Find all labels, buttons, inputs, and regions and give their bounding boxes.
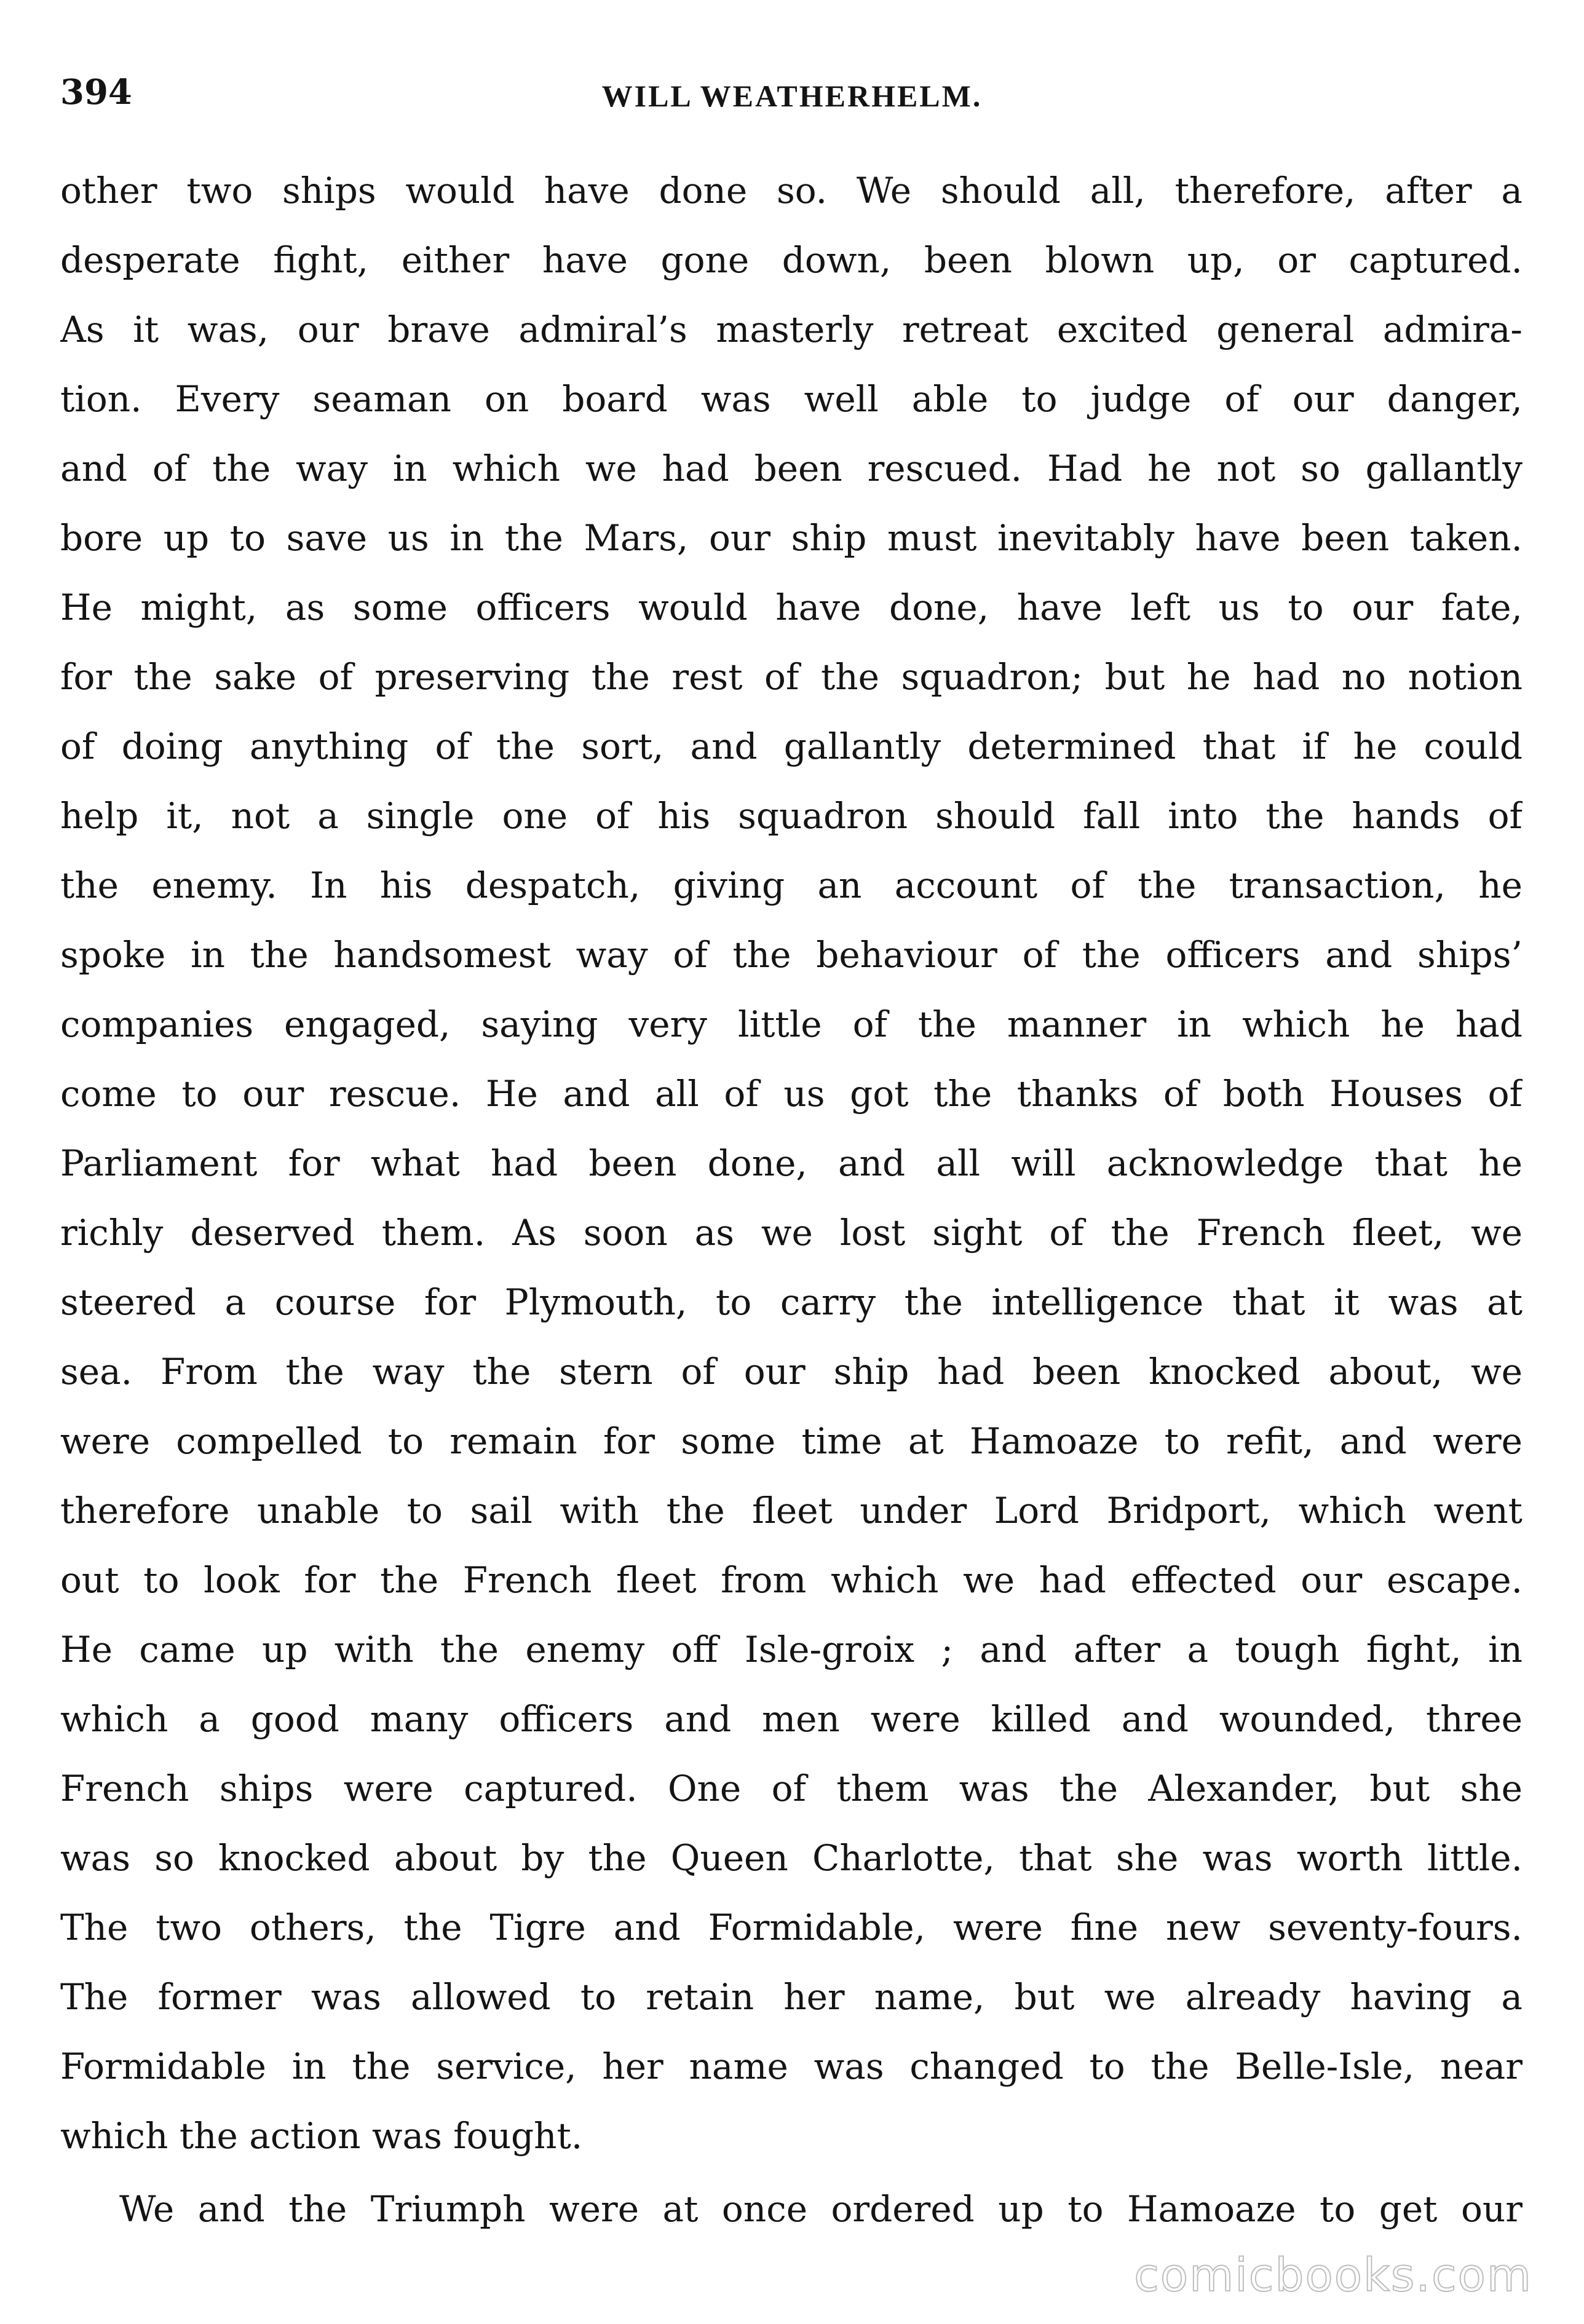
text-line: The two others, the Tigre and Formidable, were fine new seventy-fours. [60, 1907, 1523, 1948]
text-line: companies engaged, saying very little of the manner in which he had [60, 1003, 1523, 1045]
text-line: which the action was fought. [60, 2115, 583, 2157]
text-line: which a good many officers and men were killed and wounded, three [60, 1698, 1523, 1740]
text-line: spoke in the handsomest way of the behaviour of the officers and ships’ [60, 934, 1523, 976]
running-title: WILL WEATHERHELM. [601, 79, 983, 113]
text-line: The former was allowed to retain her name, but we already having a [60, 1976, 1523, 2018]
text-line: help it, not a single one of his squadron should fall into the hands of [60, 795, 1523, 837]
page-number: 394 [60, 72, 132, 113]
text-line: other two ships would have done so. We should all, therefore, after a [60, 170, 1523, 211]
text-line: Formidable in the service, her name was changed to the Belle-Isle, near [60, 2045, 1523, 2087]
text-line: come to our rescue. He and all of us got the thanks of both Houses of [60, 1073, 1523, 1115]
text-line: steered a course for Plymouth, to carry the intelligence that it was at [60, 1281, 1523, 1323]
text-line: As it was, our brave admiral’s masterly retreat excited general admira- [60, 309, 1523, 350]
text-line: for the sake of preserving the rest of the squadron; but he had no notion [60, 656, 1523, 698]
text-line: He might, as some officers would have done, have left us to our fate, [60, 587, 1523, 628]
text-line: bore up to save us in the Mars, our ship must inevitably have been taken. [60, 517, 1523, 559]
running-head [60, 68, 1524, 123]
text-line: therefore unable to sail with the fleet under Lord Bridport, which went [60, 1490, 1523, 1532]
text-line: of doing anything of the sort, and gallantly determined that if he could [60, 725, 1523, 767]
body-text [60, 156, 1523, 2244]
text-line: richly deserved them. As soon as we lost sight of the French fleet, we [60, 1212, 1523, 1254]
text-line: out to look for the French fleet from which we had effected our escape. [60, 1559, 1523, 1601]
text-line: the enemy. In his despatch, giving an account of the transaction, he [60, 864, 1523, 906]
text-line: sea. From the way the stern of our ship had been knocked about, we [60, 1351, 1523, 1393]
text-line: were compelled to remain for some time at Hamoaze to refit, and were [60, 1420, 1523, 1462]
text-line: French ships were captured. One of them was the Alexander, but she [60, 1768, 1523, 1809]
text-line: We and the Triumph were at once ordered up to Hamoaze to get our [119, 2188, 1523, 2230]
text-line: Parliament for what had been done, and all will acknowledge that he [60, 1142, 1523, 1184]
text-line: He came up with the enemy off Isle-groix ; and after a tough fight, in [60, 1629, 1523, 1670]
watermark: comicbooks.com [1134, 2249, 1532, 2302]
text-line: desperate fight, either have gone down, been blown up, or captured. [60, 239, 1523, 281]
text-line: and of the way in which we had been rescued. Had he not so gallantly [60, 448, 1523, 489]
text-line: was so knocked about by the Queen Charlotte, that she was worth little. [60, 1837, 1523, 1879]
text-line: tion. Every seaman on board was well able to judge of our danger, [60, 378, 1523, 420]
